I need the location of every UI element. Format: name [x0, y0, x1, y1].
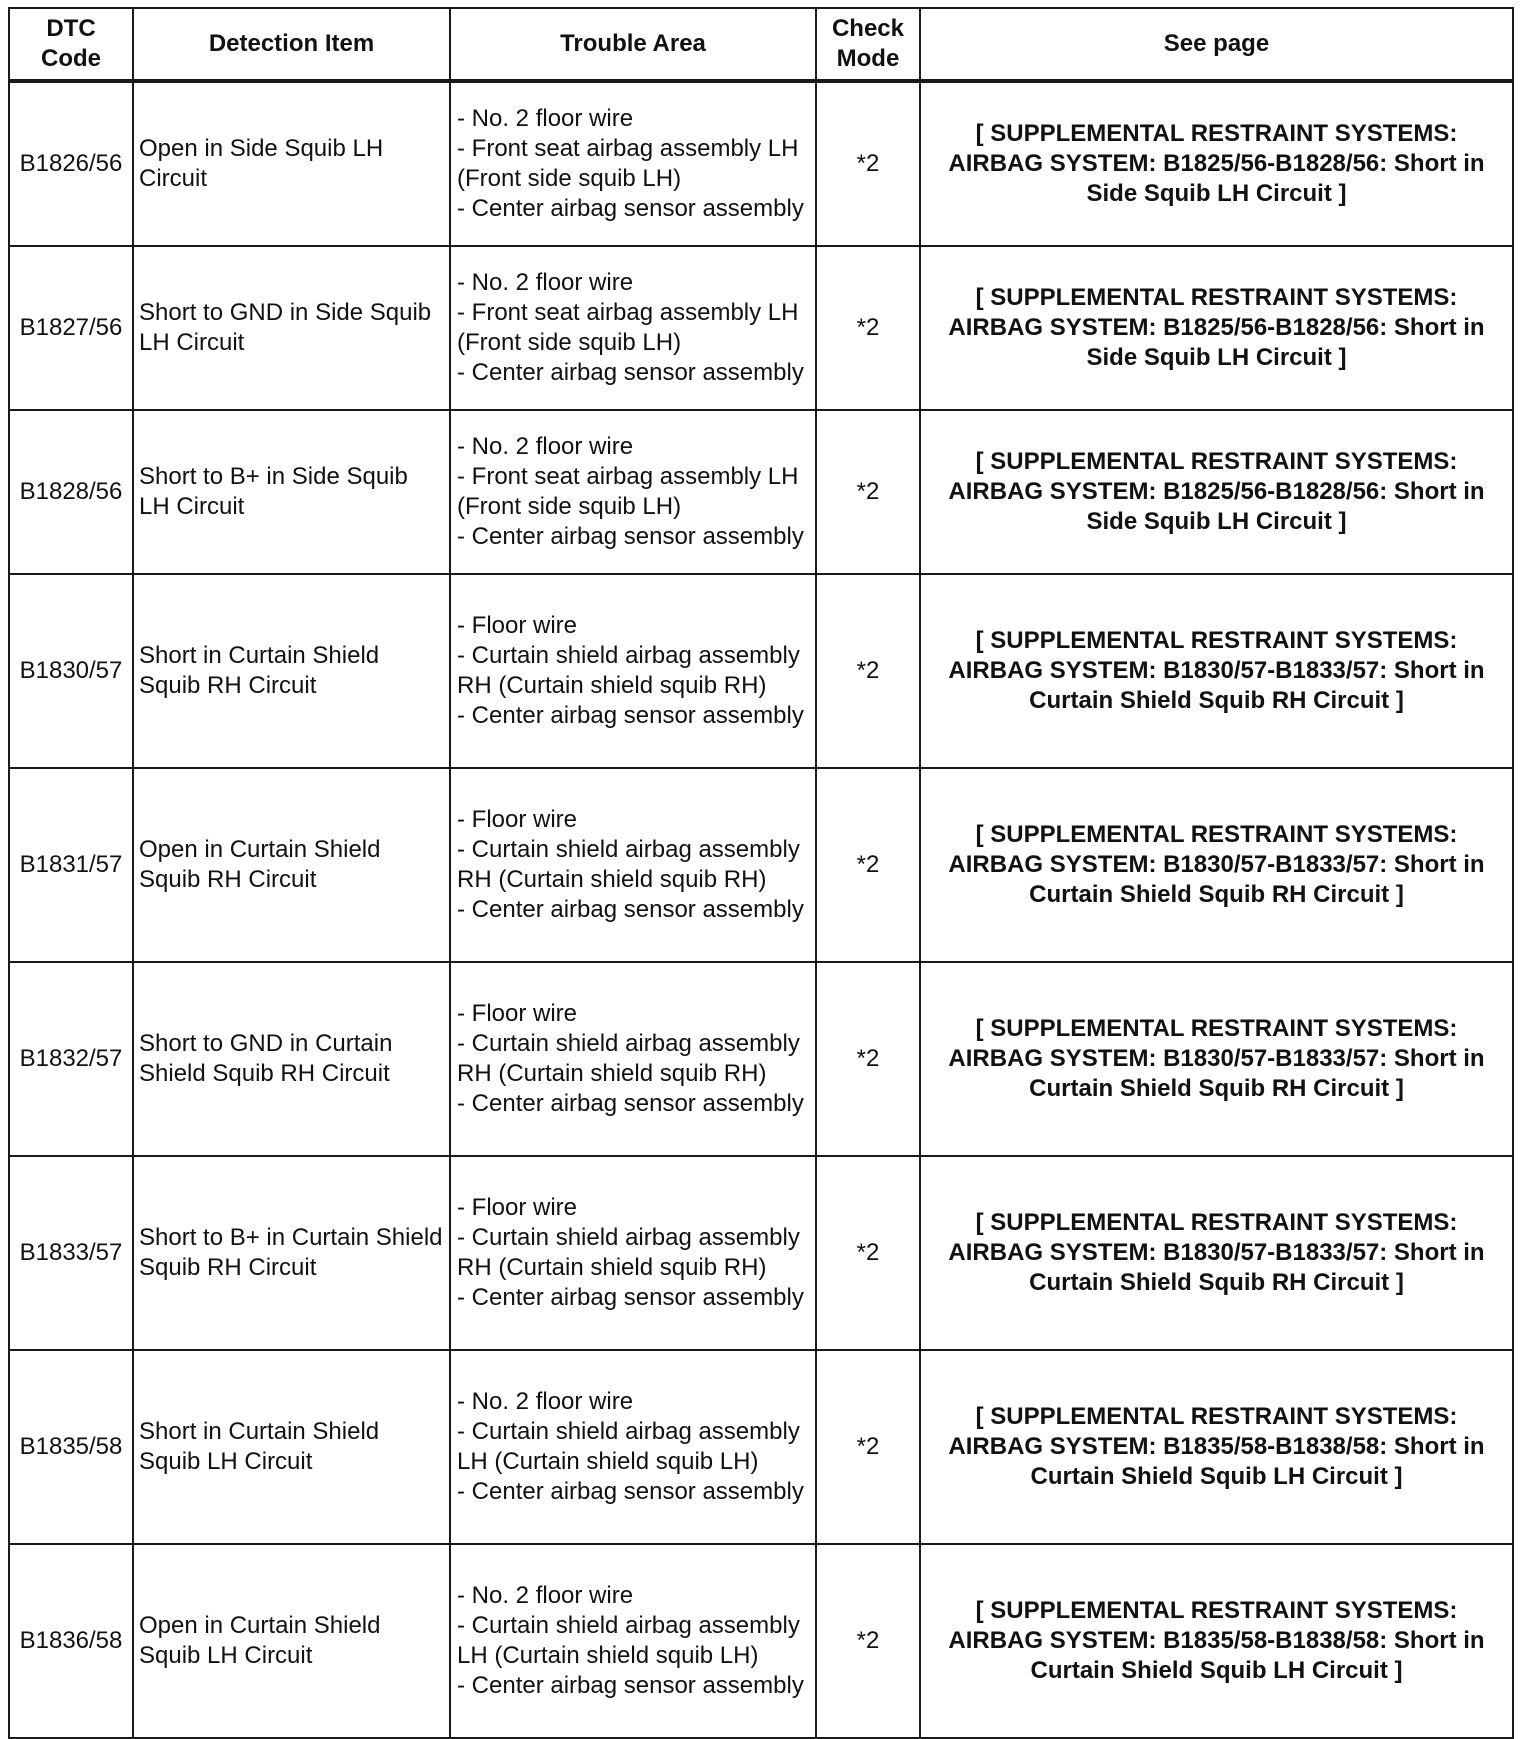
trouble-area-cell: - No. 2 floor wire - Front seat airbag assembly LH (Front side squib LH) - Center airbag sensor assembly — [450, 81, 816, 246]
check-mode-cell: *2 — [816, 1156, 920, 1350]
trouble-area-cell: - No. 2 floor wire - Curtain shield airbag assembly LH (Curtain shield squib LH) - Center airbag sensor assembly — [450, 1350, 816, 1544]
check-mode-cell: *2 — [816, 81, 920, 246]
dtc-code-cell: B1830/57 — [9, 574, 133, 768]
detection-item-cell: Short in Curtain Shield Squib RH Circuit — [133, 574, 450, 768]
detection-item-cell: Open in Side Squib LH Circuit — [133, 81, 450, 246]
dtc-code-cell: B1826/56 — [9, 81, 133, 246]
dtc-code-cell: B1836/58 — [9, 1544, 133, 1738]
see-page-link[interactable]: [ SUPPLEMENTAL RESTRAINT SYSTEMS: AIRBAG SYSTEM: B1835/58-B1838/58: Short in Curtain Shield Squib LH Circuit ] — [920, 1544, 1513, 1738]
check-mode-cell: *2 — [816, 962, 920, 1156]
table-row — [9, 768, 1513, 962]
trouble-area-cell: - Floor wire - Curtain shield airbag assembly RH (Curtain shield squib RH) - Center airbag sensor assembly — [450, 768, 816, 962]
trouble-area-cell: - Floor wire - Curtain shield airbag assembly RH (Curtain shield squib RH) - Center airbag sensor assembly — [450, 962, 816, 1156]
check-mode-cell: *2 — [816, 1544, 920, 1738]
detection-item-cell: Short to B+ in Curtain Shield Squib RH Circuit — [133, 1156, 450, 1350]
table-row — [9, 1350, 1513, 1544]
see-page-link[interactable]: [ SUPPLEMENTAL RESTRAINT SYSTEMS: AIRBAG SYSTEM: B1825/56-B1828/56: Short in Side Squib LH Circuit ] — [920, 81, 1513, 246]
trouble-area-cell: - No. 2 floor wire - Front seat airbag assembly LH (Front side squib LH) - Center airbag sensor assembly — [450, 246, 816, 410]
trouble-area-cell: - Floor wire - Curtain shield airbag assembly RH (Curtain shield squib RH) - Center airbag sensor assembly — [450, 1156, 816, 1350]
see-page-link[interactable]: [ SUPPLEMENTAL RESTRAINT SYSTEMS: AIRBAG SYSTEM: B1830/57-B1833/57: Short in Curtain Shield Squib RH Circuit ] — [920, 768, 1513, 962]
header-detection-item: Detection Item — [133, 8, 450, 81]
see-page-link[interactable]: [ SUPPLEMENTAL RESTRAINT SYSTEMS: AIRBAG SYSTEM: B1830/57-B1833/57: Short in Curtain Shield Squib RH Circuit ] — [920, 962, 1513, 1156]
header-dtc-code: DTC Code — [9, 8, 133, 81]
detection-item-cell: Short to GND in Side Squib LH Circuit — [133, 246, 450, 410]
detection-item-cell: Short in Curtain Shield Squib LH Circuit — [133, 1350, 450, 1544]
see-page-link[interactable]: [ SUPPLEMENTAL RESTRAINT SYSTEMS: AIRBAG SYSTEM: B1835/58-B1838/58: Short in Curtain Shield Squib LH Circuit ] — [920, 1350, 1513, 1544]
see-page-link[interactable]: [ SUPPLEMENTAL RESTRAINT SYSTEMS: AIRBAG SYSTEM: B1830/57-B1833/57: Short in Curtain Shield Squib RH Circuit ] — [920, 1156, 1513, 1350]
see-page-link[interactable]: [ SUPPLEMENTAL RESTRAINT SYSTEMS: AIRBAG SYSTEM: B1825/56-B1828/56: Short in Side Squib LH Circuit ] — [920, 410, 1513, 574]
check-mode-cell: *2 — [816, 574, 920, 768]
table-body — [9, 81, 1513, 1738]
detection-item-cell: Short to B+ in Side Squib LH Circuit — [133, 410, 450, 574]
table-row — [9, 1156, 1513, 1350]
table-row — [9, 81, 1513, 246]
detection-item-cell: Open in Curtain Shield Squib RH Circuit — [133, 768, 450, 962]
see-page-link[interactable]: [ SUPPLEMENTAL RESTRAINT SYSTEMS: AIRBAG SYSTEM: B1830/57-B1833/57: Short in Curtain Shield Squib RH Circuit ] — [920, 574, 1513, 768]
table-row — [9, 410, 1513, 574]
check-mode-cell: *2 — [816, 1350, 920, 1544]
table-row — [9, 1544, 1513, 1738]
check-mode-cell: *2 — [816, 410, 920, 574]
header-check-mode: Check Mode — [816, 8, 920, 81]
trouble-area-cell: - No. 2 floor wire - Curtain shield airbag assembly LH (Curtain shield squib LH) - Center airbag sensor assembly — [450, 1544, 816, 1738]
trouble-area-cell: - Floor wire - Curtain shield airbag assembly RH (Curtain shield squib RH) - Center airbag sensor assembly — [450, 574, 816, 768]
header-trouble-area: Trouble Area — [450, 8, 816, 81]
dtc-table — [8, 7, 1514, 1739]
check-mode-cell: *2 — [816, 768, 920, 962]
dtc-code-cell: B1832/57 — [9, 962, 133, 1156]
table-header — [9, 8, 1513, 81]
dtc-code-cell: B1827/56 — [9, 246, 133, 410]
table-row — [9, 246, 1513, 410]
header-see-page: See page — [920, 8, 1513, 81]
dtc-code-cell: B1831/57 — [9, 768, 133, 962]
check-mode-cell: *2 — [816, 246, 920, 410]
trouble-area-cell: - No. 2 floor wire - Front seat airbag assembly LH (Front side squib LH) - Center airbag sensor assembly — [450, 410, 816, 574]
dtc-code-cell: B1835/58 — [9, 1350, 133, 1544]
detection-item-cell: Short to GND in Curtain Shield Squib RH Circuit — [133, 962, 450, 1156]
table-row — [9, 574, 1513, 768]
dtc-code-cell: B1828/56 — [9, 410, 133, 574]
see-page-link[interactable]: [ SUPPLEMENTAL RESTRAINT SYSTEMS: AIRBAG SYSTEM: B1825/56-B1828/56: Short in Side Squib LH Circuit ] — [920, 246, 1513, 410]
detection-item-cell: Open in Curtain Shield Squib LH Circuit — [133, 1544, 450, 1738]
dtc-code-cell: B1833/57 — [9, 1156, 133, 1350]
table-row — [9, 962, 1513, 1156]
